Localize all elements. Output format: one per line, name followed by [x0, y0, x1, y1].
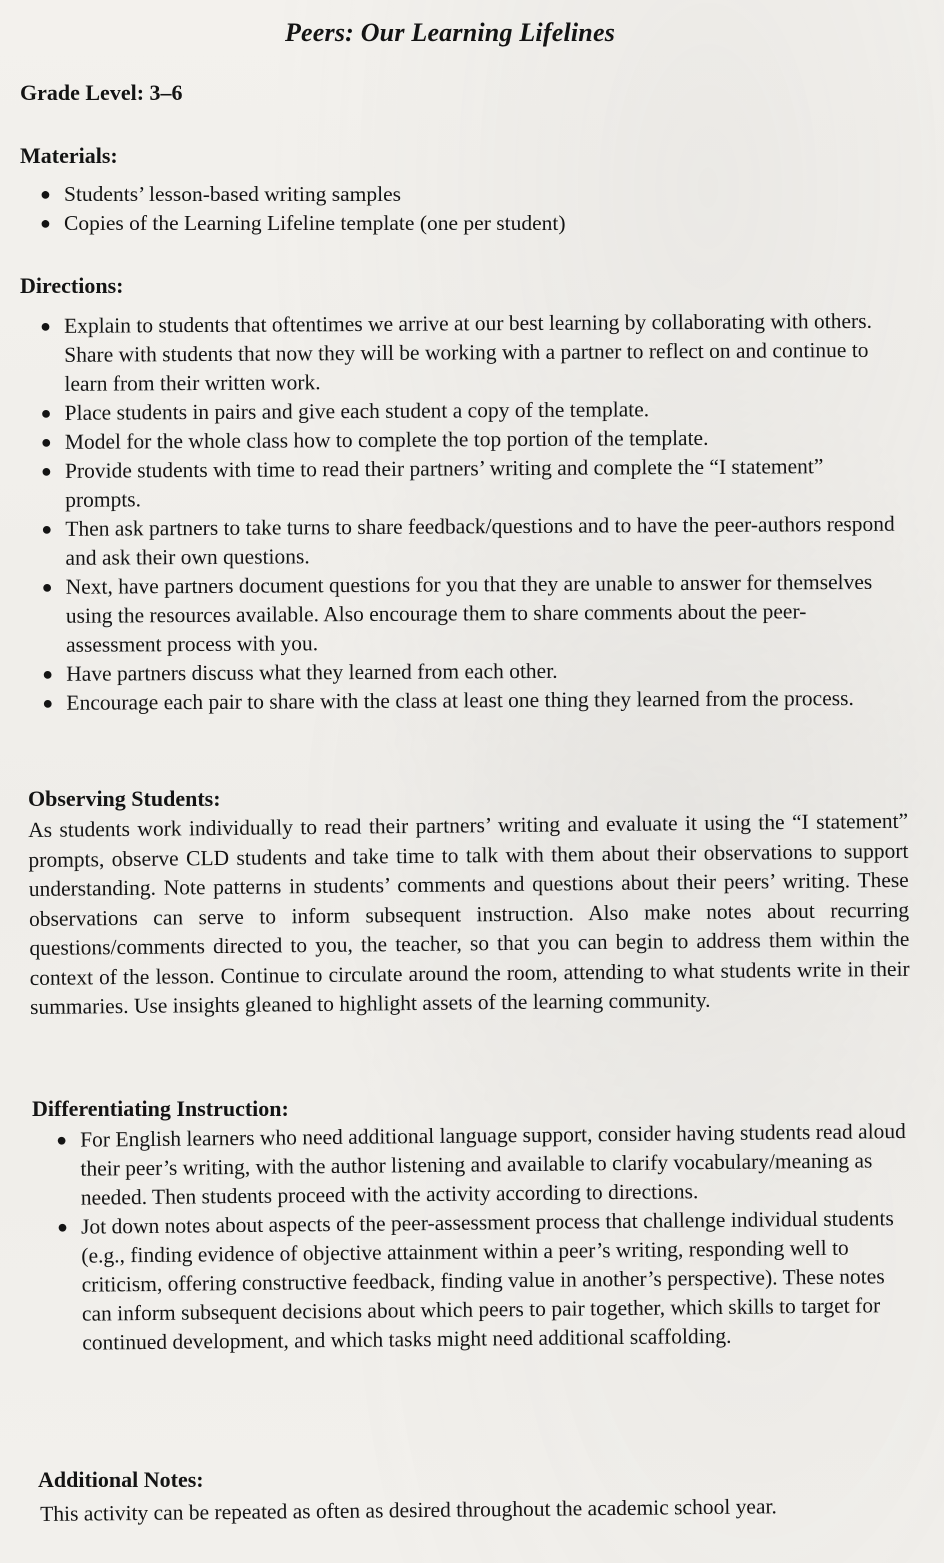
bullet-icon: ●	[40, 460, 52, 481]
bullet-icon: ●	[40, 213, 51, 233]
grade-level: Grade Level: 3–6	[20, 80, 183, 105]
directions-heading: Directions:	[20, 273, 124, 298]
list-item-text: Provide students with time to read their partners’ writing and complete the “I statement” prompts.	[64, 454, 824, 512]
directions-list	[34, 307, 896, 718]
observing-heading: Observing Students:	[28, 786, 221, 811]
list-item	[34, 180, 734, 209]
additional-notes-heading: Additional Notes:	[38, 1467, 204, 1492]
list-item	[36, 684, 896, 718]
list-item	[34, 307, 895, 399]
bullet-icon: ●	[56, 1216, 69, 1237]
bullet-icon: ●	[41, 576, 53, 597]
materials-list	[34, 180, 734, 238]
list-item	[35, 452, 895, 515]
materials-heading: Materials:	[20, 143, 118, 168]
additional-notes-paragraph: This activity can be repeated as often as desired throughout the academic school year.	[40, 1494, 777, 1526]
bullet-icon: ●	[42, 692, 54, 713]
list-item	[50, 1117, 917, 1213]
list-item-text: Students’ lesson-based writing samples	[64, 182, 401, 206]
list-item-text: Encourage each pair to share with the class at least one thing they learned from the process.	[66, 685, 854, 715]
differentiating-list	[50, 1117, 918, 1358]
bullet-icon: ●	[40, 402, 52, 423]
list-item-text: Explain to students that oftentimes we arrive at our best learning by collaborating with others. Share with students that now they will be working with a partner to reflect on and continue to learn from their written work.	[64, 308, 872, 396]
list-item-text: Copies of the Learning Lifeline template (one per student)	[64, 211, 566, 235]
list-item-text: Place students in pairs and give each student a copy of the template.	[64, 397, 650, 425]
list-item	[35, 510, 895, 573]
differentiating-heading: Differentiating Instruction:	[32, 1096, 289, 1121]
bullet-icon: ●	[40, 431, 52, 452]
list-item-text: Have partners discuss what they learned from each other.	[66, 658, 558, 686]
list-item	[34, 209, 734, 238]
list-item-text: Next, have partners document questions for you that they are unable to answer for themselves using the resources available. Also encourage them to share comments about the peer-assessment process with you.	[65, 569, 873, 657]
bullet-icon: ●	[40, 184, 51, 204]
list-item-text: Model for the whole class how to complete the top portion of the template.	[64, 425, 709, 454]
list-item-text: Jot down notes about aspects of the peer-assessment process that challenge individual students (e.g., finding evidence of objective attainment within a peer’s writing, responding well to criticism, offering constructive feedback, finding value in another’s perspective). These notes can inform subsequent decisions about which peers to pair together, which skills to target for continued development, and which tasks might need additional scaffolding.	[80, 1206, 894, 1355]
list-item	[51, 1204, 918, 1358]
list-item	[36, 568, 897, 660]
bullet-icon: ●	[42, 663, 54, 684]
observing-paragraph: As students work individually to read their partners’ writing and evaluate it using the “I statement” prompts, observe CLD students and take time to talk with them about their observations to support understanding. Note patterns in students’ comments and questions about their peers’ writing. These observations can serve to inform subsequent instruction. Also make notes about recurring questions/comments directed to you, the teacher, so that you can begin to address them within the context of the lesson. Continue to circulate around the room, attending to what students write in their summaries. Use insights gleaned to highlight assets of the learning community.	[28, 808, 910, 1019]
bullet-icon: ●	[56, 1129, 68, 1150]
bullet-icon: ●	[40, 315, 52, 336]
list-item-text: Then ask partners to take turns to share feedback/questions and to have the peer-authors respond and ask their own questions.	[65, 511, 895, 570]
page-title: Peers: Our Learning Lifelines	[284, 18, 616, 47]
list-item-text: For English learners who need additional language support, consider having students read aloud their peer’s writing, with the author listening and available to clarify vocabulary/meaning as needed. Then students proceed with the activity according to directions.	[80, 1119, 906, 1210]
bullet-icon: ●	[41, 518, 53, 539]
